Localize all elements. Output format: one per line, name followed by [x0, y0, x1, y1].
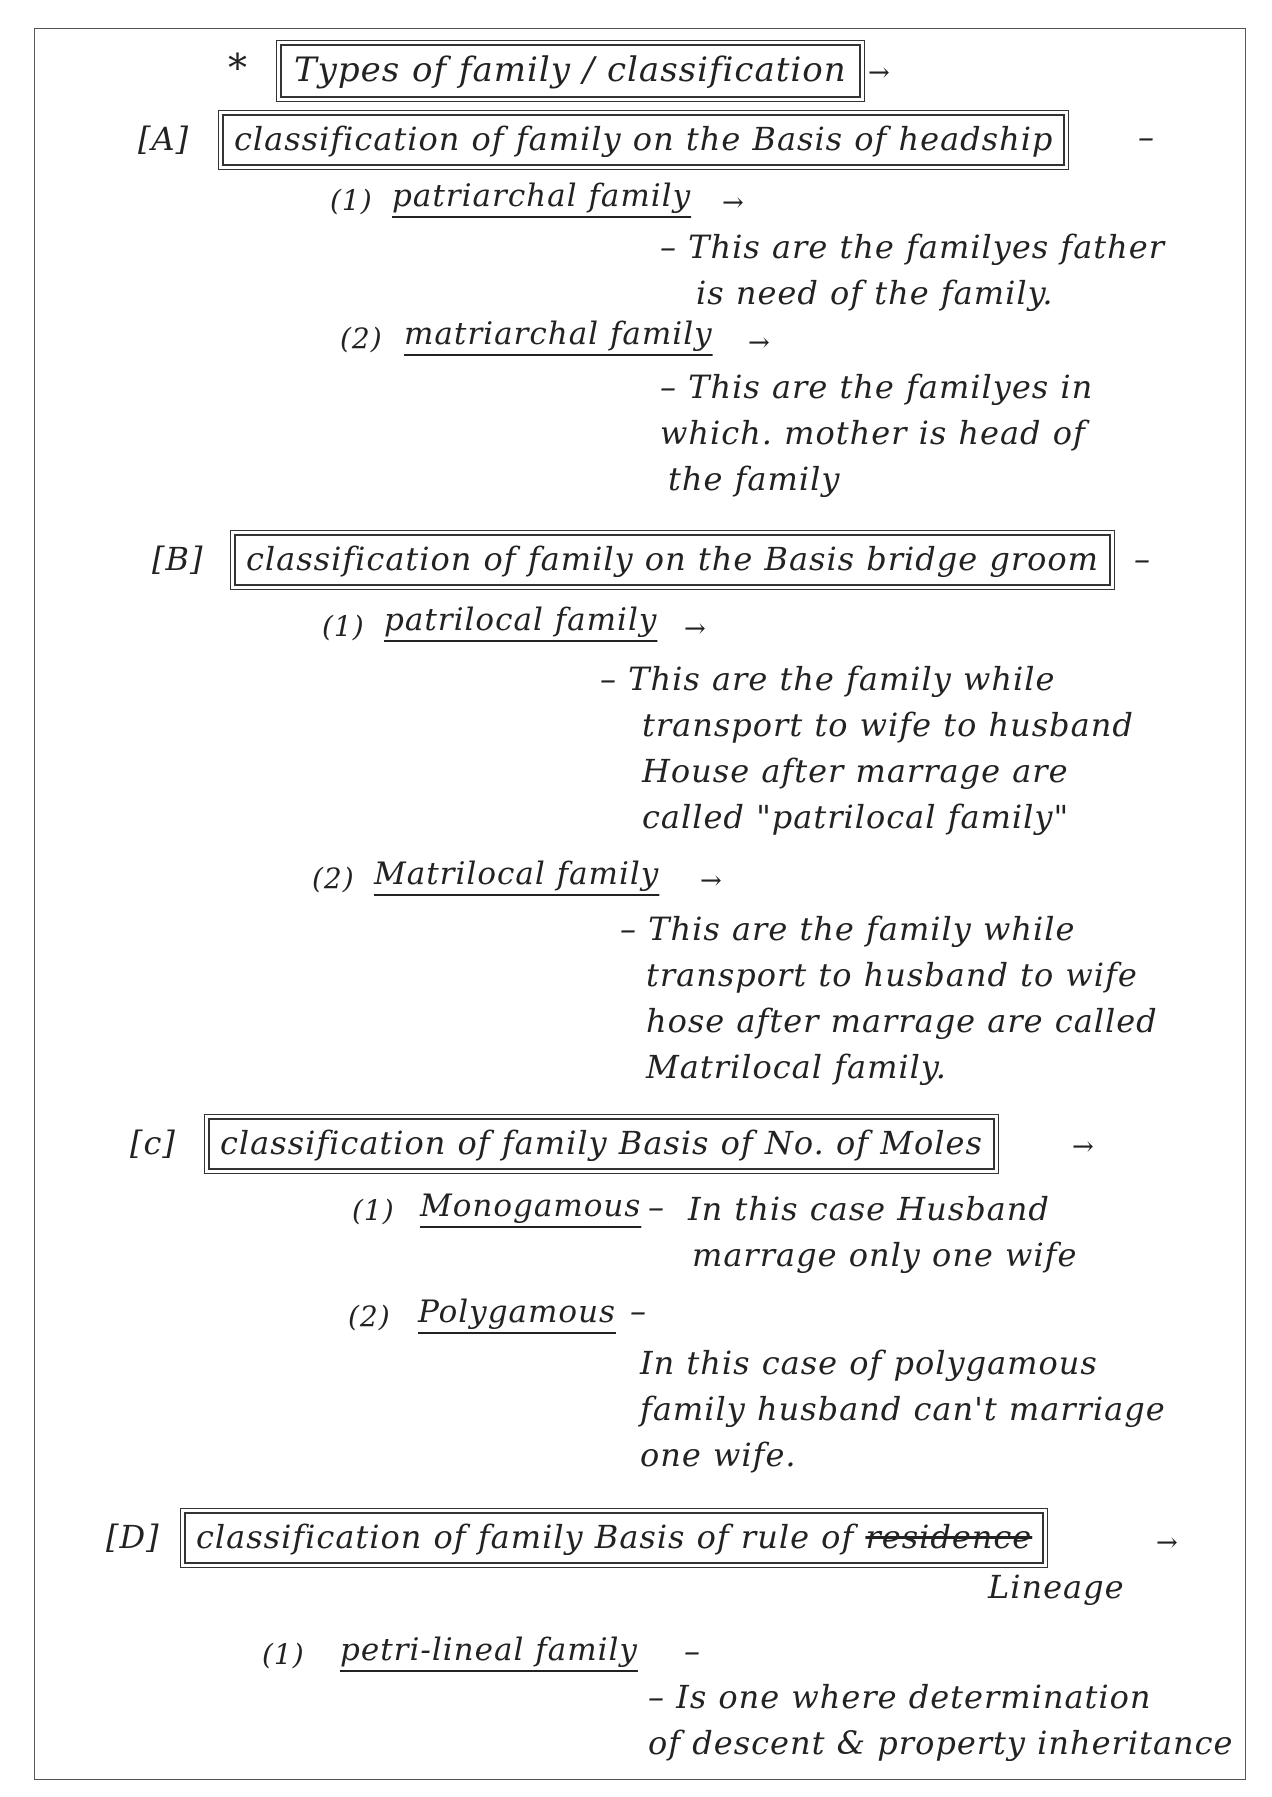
section-b-item1-arrow: → — [684, 614, 707, 644]
section-d-heading — [184, 1512, 1044, 1564]
text-line: – This are the family while — [600, 660, 1056, 698]
section-b-item2-name: Matrilocal family — [374, 856, 660, 892]
text-line: transport to husband to wife — [646, 956, 1138, 994]
text-line: the family — [668, 460, 841, 498]
text-line: – This are the familyes father — [660, 228, 1165, 266]
text-line: one wife. — [640, 1436, 797, 1474]
section-b-item2-number: (2) — [312, 862, 355, 895]
section-d-replacement: Lineage — [988, 1568, 1125, 1606]
section-a-item2-arrow: → — [748, 328, 771, 358]
text-line: hose after marrage are called — [646, 1002, 1158, 1040]
section-c-item2-dash: – — [630, 1292, 647, 1330]
text-line: In this case Husband — [688, 1190, 1050, 1228]
section-c-item1-desc — [688, 1186, 1078, 1278]
text-line: – Is one where determination — [648, 1678, 1152, 1716]
text-line: In this case of polygamous — [640, 1344, 1098, 1382]
section-c-heading: classification of family Basis of No. of Moles — [208, 1118, 995, 1170]
page-title: Types of family / classification — [280, 44, 861, 98]
text-line: House after marrage are — [642, 752, 1069, 790]
text-line: family husband can't marriage — [640, 1390, 1166, 1428]
section-a-item1-name: patriarchal family — [392, 178, 692, 214]
section-b-letter: [B] — [152, 540, 204, 578]
text-line: of descent & property inheritance — [648, 1724, 1234, 1762]
section-d-heading-text: classification of family Basis of rule of — [196, 1518, 855, 1556]
section-b-item2-arrow: → — [700, 866, 723, 896]
title-arrow: → — [868, 58, 891, 88]
section-c-item2-number: (2) — [348, 1300, 391, 1333]
section-d-heading-struck: residence — [865, 1518, 1033, 1556]
text-line: Matrilocal family. — [646, 1048, 947, 1086]
section-a-dash: – — [1138, 118, 1155, 156]
text-line: – This are the family while — [620, 910, 1076, 948]
section-c-item1-dash: – — [648, 1188, 665, 1226]
text-line: – This are the familyes in — [660, 368, 1094, 406]
section-b-heading: classification of family on the Basis bridge groom — [234, 534, 1111, 586]
section-a-item2-name: matriarchal family — [404, 316, 713, 352]
section-a-heading: classification of family on the Basis of headship — [222, 114, 1065, 166]
section-d-arrow: → — [1156, 1528, 1179, 1558]
section-d-item1-desc — [648, 1674, 1233, 1766]
section-d-letter: [D] — [106, 1518, 160, 1556]
section-d-item1-number: (1) — [262, 1638, 305, 1671]
section-b-item1-number: (1) — [322, 610, 365, 643]
section-a-item1-desc — [660, 224, 1165, 316]
title-star: * — [228, 46, 248, 90]
section-d-item1-name: petri-lineal family — [340, 1632, 638, 1668]
text-line: which. mother is head of — [660, 414, 1086, 452]
section-b-item2-desc — [620, 906, 1158, 1090]
section-c-item1-number: (1) — [352, 1194, 395, 1227]
text-line: transport to wife to husband — [642, 706, 1134, 744]
section-b-item1-name: patrilocal family — [384, 602, 658, 638]
section-a-letter: [A] — [138, 120, 190, 158]
section-d-item1-dash: – — [684, 1632, 701, 1670]
section-c-item1-name: Monogamous — [420, 1188, 642, 1224]
text-line: called "patrilocal family" — [642, 798, 1070, 836]
text-line: marrage only one wife — [692, 1236, 1078, 1274]
text-line: is need of the family. — [696, 274, 1054, 312]
section-c-item2-desc — [640, 1340, 1166, 1478]
section-c-arrow: → — [1072, 1132, 1095, 1162]
section-a-item2-desc — [660, 364, 1093, 502]
section-c-item2-name: Polygamous — [418, 1294, 616, 1330]
section-a-item2-number: (2) — [340, 322, 383, 355]
section-b-item1-desc — [600, 656, 1134, 840]
section-a-item1-number: (1) — [330, 184, 373, 217]
section-c-letter: [c] — [130, 1124, 176, 1162]
section-b-dash: – — [1134, 540, 1151, 578]
section-a-item1-arrow: → — [722, 188, 745, 218]
